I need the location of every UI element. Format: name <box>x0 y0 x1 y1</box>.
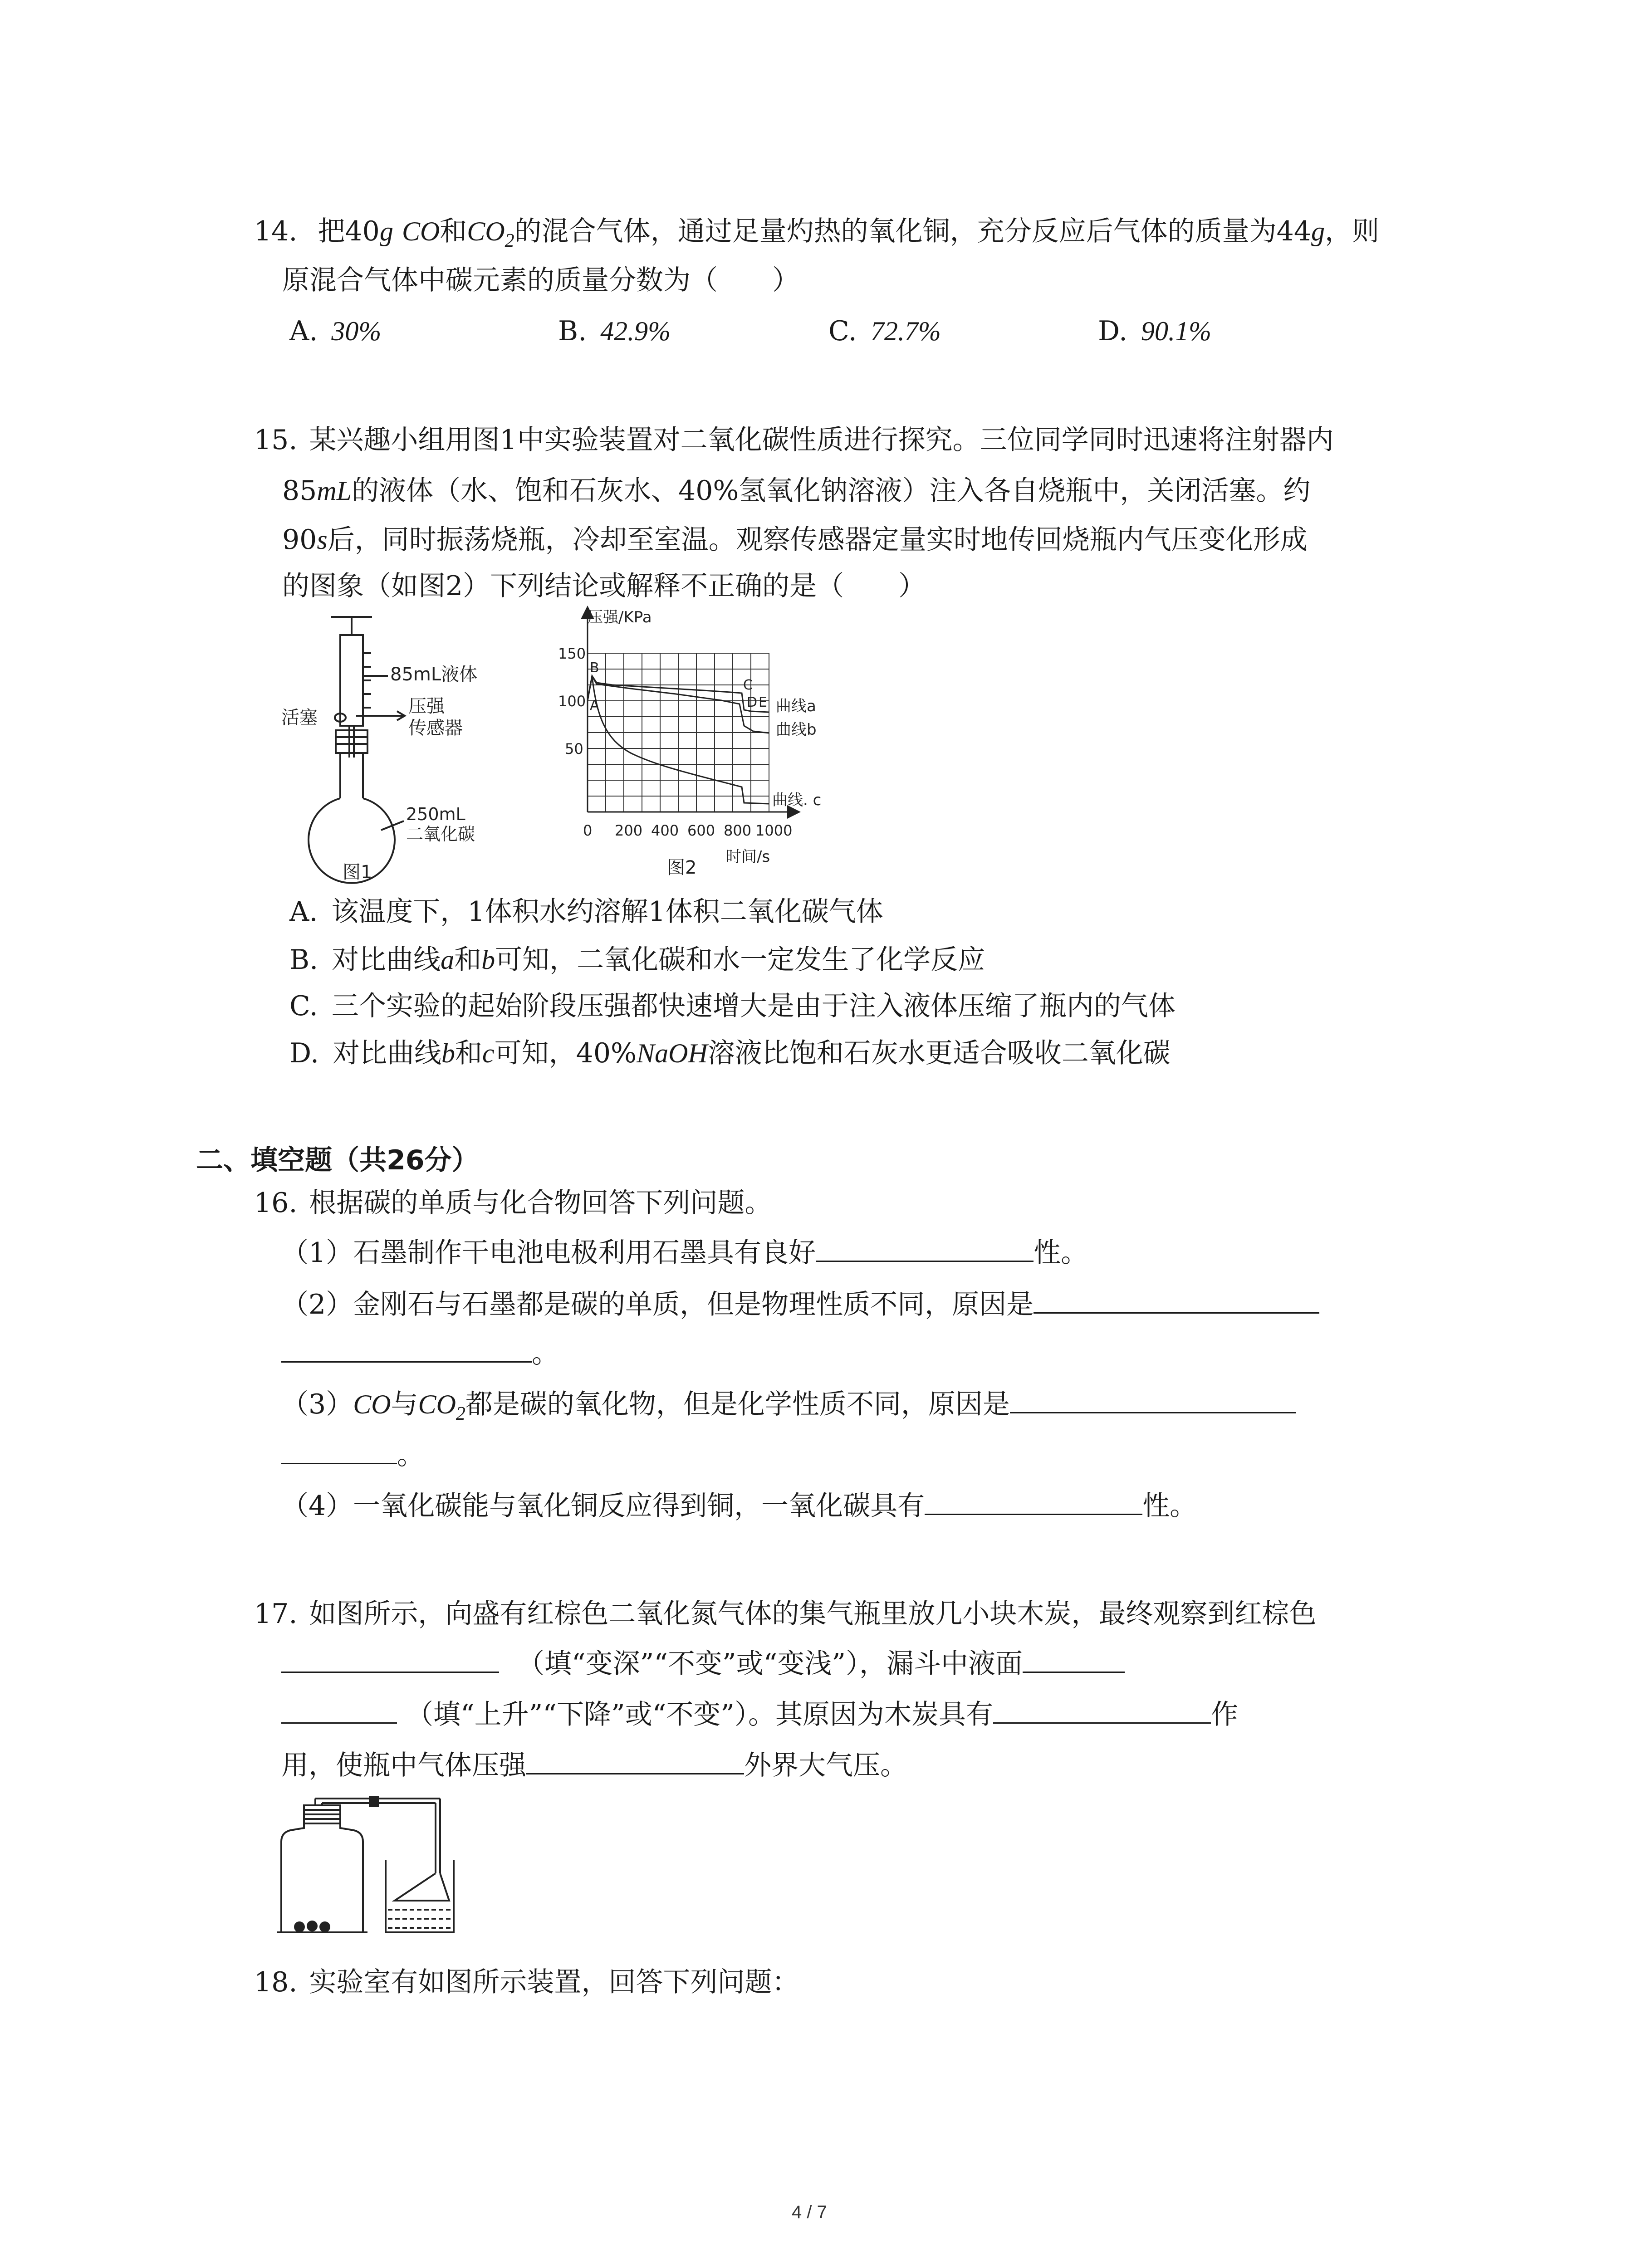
q16-part3-cont: 。 <box>281 1437 424 1473</box>
answer-blank[interactable] <box>281 1697 397 1724</box>
x-tick-600: 600 <box>687 822 715 839</box>
q16-number: 16. <box>254 1187 298 1219</box>
q14-option-c: C. 72.7% <box>828 315 941 347</box>
q17-line3: （填“上升”“下降”或“不变”）。其原因为木炭具有 作 <box>281 1696 1238 1733</box>
q16-stem: 16. 根据碳的单质与化合物回答下列问题。 <box>254 1187 772 1219</box>
answer-blank[interactable] <box>526 1748 744 1774</box>
q14-option-a: A. 30% <box>289 315 382 347</box>
figure-2-caption: 图2 <box>667 857 697 878</box>
q15-line1: 15. 某兴趣小组用图1中实验装置对二氧化碳性质进行探究。三位同学同时迅速将注射器内 <box>254 424 1334 456</box>
figure-1-apparatus <box>281 608 481 889</box>
q15-option-a: A. 该温度下，1体积水约溶解1体积二氧化碳气体 <box>289 896 883 928</box>
answer-blank[interactable] <box>1034 1287 1319 1314</box>
section-heading: 二、填空题（共26分） <box>196 1144 479 1176</box>
q14-option-b: B. 42.9% <box>558 315 671 347</box>
q17-line1: 17. 如图所示，向盛有红棕色二氧化氮气体的集气瓶里放几小块木炭，最终观察到红棕色 <box>254 1598 1317 1630</box>
q17-apparatus-figure <box>272 1796 463 1941</box>
q14-number: 14. <box>254 215 298 247</box>
y-axis-label: 压强/KPa <box>588 608 652 626</box>
flask-volume-label: 250mL <box>406 804 465 824</box>
figure-1-caption: 图1 <box>343 862 372 883</box>
water-beaker <box>386 1860 454 1932</box>
figure-2-pressure-chart <box>540 603 876 885</box>
valve-label: 活塞 <box>281 707 318 728</box>
point-label-d: D <box>747 694 758 710</box>
q15-option-d: D. 对比曲线b和c可知，40%NaOH溶液比饱和石灰水更适合吸收二氧化碳 <box>289 1037 1171 1069</box>
page-number: 4 / 7 <box>792 2202 827 2222</box>
curve-a-label: 曲线a <box>776 697 816 715</box>
x-tick-200: 200 <box>615 822 643 839</box>
gas-collecting-jar <box>281 1814 363 1932</box>
q15-line2: 85mL的液体（水、饱和石灰水、40%氢氧化钠溶液）注入各自烧瓶中，关闭活塞。约 <box>282 475 1311 507</box>
q17-line2: （填“变深”“不变”或“变浅”），漏斗中液面 <box>281 1646 1125 1682</box>
q15-line4: 的图象（如图2）下列结论或解释不正确的是（ ） <box>282 570 926 602</box>
y-tick-150: 150 <box>558 645 586 662</box>
q14-option-d: D. 90.1% <box>1098 315 1212 347</box>
answer-blank[interactable] <box>281 1336 532 1363</box>
q16-part1: （1）石墨制作干电池电极利用石墨具有良好 性。 <box>281 1235 1088 1271</box>
x-tick-1000: 1000 <box>755 822 793 839</box>
answer-blank[interactable] <box>816 1235 1034 1262</box>
curve-c-label: 曲线. c <box>772 791 822 809</box>
answer-blank[interactable] <box>925 1488 1142 1515</box>
answer-blank[interactable] <box>993 1697 1211 1724</box>
q17-line4: 用，使瓶中气体压强 外界大气压。 <box>281 1747 907 1784</box>
syringe-liquid-label: 85mL液体 <box>390 664 478 685</box>
charcoal-pieces <box>294 1921 330 1932</box>
q16-part2: （2）金刚石与石墨都是碳的单质，但是物理性质不同，原因是 <box>281 1286 1319 1323</box>
q15-number: 15. <box>254 424 298 456</box>
y-tick-100: 100 <box>558 693 586 710</box>
rubber-stopper <box>336 730 367 753</box>
curve-b-label: 曲线b <box>776 721 817 739</box>
answer-blank[interactable] <box>281 1646 499 1673</box>
answer-blank[interactable] <box>281 1437 397 1464</box>
syringe-barrel <box>340 635 363 726</box>
x-axis-label: 时间/s <box>726 848 770 866</box>
q18-number: 18. <box>254 1966 298 1998</box>
q18-stem: 18. 实验室有如图所示装置，回答下列问题： <box>254 1966 799 1998</box>
y-tick-50: 50 <box>565 740 583 758</box>
tube-clamp <box>370 1796 378 1806</box>
inverted-funnel <box>395 1873 449 1901</box>
sensor-label-line1: 压强 <box>408 696 445 717</box>
point-label-a: A <box>590 698 599 714</box>
q14-line1: 14. 把40g CO和$CO_2$的混合气体，通过足量灼热的氧化铜，充分反应后气体的质量为44g，则 <box>254 215 1380 251</box>
q15-option-b: B. 对比曲线a和b可知，二氧化碳和水一定发生了化学反应 <box>289 944 985 976</box>
q15-option-c: C. 三个实验的起始阶段压强都快速增大是由于注入液体压缩了瓶内的气体 <box>289 990 1176 1022</box>
q16-part3: （3）CO与$CO_2$都是碳的氧化物，但是化学性质不同，原因是 <box>281 1386 1296 1432</box>
sensor-label-line2: 传感器 <box>408 718 463 738</box>
x-tick-0: 0 <box>583 822 593 839</box>
q16-part2-cont: 。 <box>281 1335 559 1372</box>
q15-line3: 90s后，同时振荡烧瓶，冷却至室温。观察传感器定量实时地传回烧瓶内气压变化形成 <box>282 524 1308 556</box>
flask-gas-label: 二氧化碳 <box>406 824 475 844</box>
q16-part4: （4）一氧化碳能与氧化铜反应得到铜，一氧化碳具有 性。 <box>281 1488 1197 1524</box>
q17-number: 17. <box>254 1598 298 1630</box>
point-label-b: B <box>590 660 599 676</box>
x-tick-800: 800 <box>724 822 752 839</box>
answer-blank[interactable] <box>1010 1387 1296 1413</box>
q14-line2: 原混合气体中碳元素的质量分数为（ ） <box>282 264 799 296</box>
point-label-e: E <box>759 694 767 710</box>
answer-blank[interactable] <box>1023 1646 1125 1673</box>
point-label-c: C <box>743 677 753 693</box>
x-tick-400: 400 <box>651 822 679 839</box>
